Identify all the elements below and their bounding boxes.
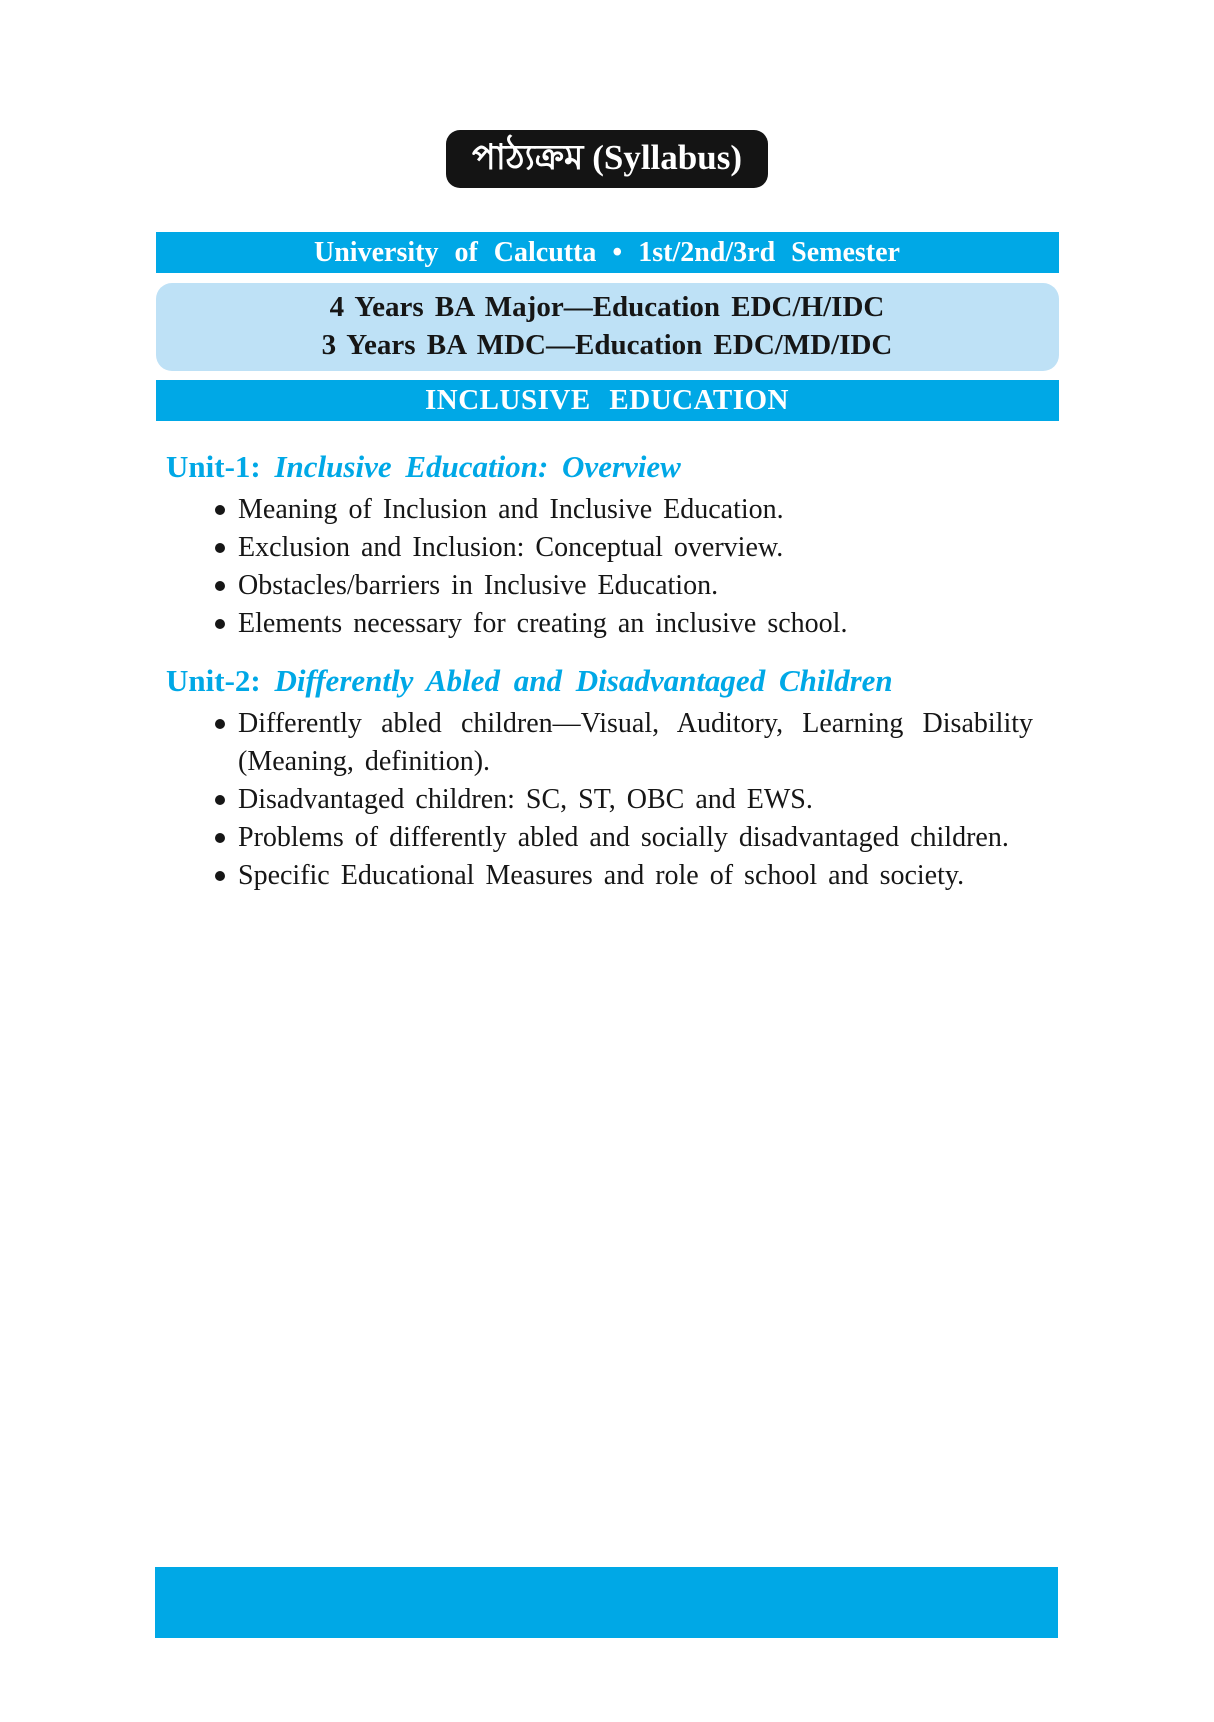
- program-line-2: 3 Years BA MDC—Education EDC/MD/IDC: [321, 329, 893, 361]
- unit-2-heading: [166, 661, 1033, 701]
- program-box: [156, 283, 1059, 371]
- bullet-item: Specific Educational Measures and role of school and society.: [166, 857, 1033, 895]
- bullet-item: Obstacles/barriers in Inclusive Education.: [166, 567, 1033, 605]
- university-semester-bar: University of Calcutta • 1st/2nd/3rd Semester: [156, 232, 1059, 273]
- unit-1-heading: [166, 447, 1033, 487]
- unit-1-bullet-list: [166, 491, 1033, 643]
- unit-2-label: Unit-2:: [166, 663, 261, 698]
- syllabus-badge: পাঠ্যক্রম (Syllabus): [446, 130, 768, 188]
- bullet-item: Elements necessary for creating an inclusive school.: [166, 605, 1033, 643]
- bullet-item: Problems of differently abled and socially disadvantaged children.: [166, 819, 1033, 857]
- unit-1-label: Unit-1:: [166, 449, 261, 484]
- badge-row: [0, 0, 1214, 188]
- unit-section-2: [166, 661, 1033, 895]
- subject-title-bar: INCLUSIVE EDUCATION: [156, 380, 1059, 421]
- syllabus-content: [166, 447, 1033, 895]
- bullet-item: Meaning of Inclusion and Inclusive Education.: [166, 491, 1033, 529]
- unit-2-title: Differently Abled and Disadvantaged Children: [274, 663, 893, 698]
- unit-2-bullet-list: [166, 705, 1033, 895]
- footer-accent-bar: [155, 1567, 1058, 1638]
- bullet-item: Differently abled children—Visual, Auditory, Learning Disability (Meaning, definition).: [166, 705, 1033, 781]
- unit-1-title: Inclusive Education: Overview: [274, 449, 681, 484]
- header-band-stack: [156, 232, 1059, 421]
- bullet-item: Exclusion and Inclusion: Conceptual overview.: [166, 529, 1033, 567]
- program-line-1: 4 Years BA Major—Education EDC/H/IDC: [329, 291, 885, 323]
- unit-section-1: [166, 447, 1033, 643]
- bullet-item: Disadvantaged children: SC, ST, OBC and EWS.: [166, 781, 1033, 819]
